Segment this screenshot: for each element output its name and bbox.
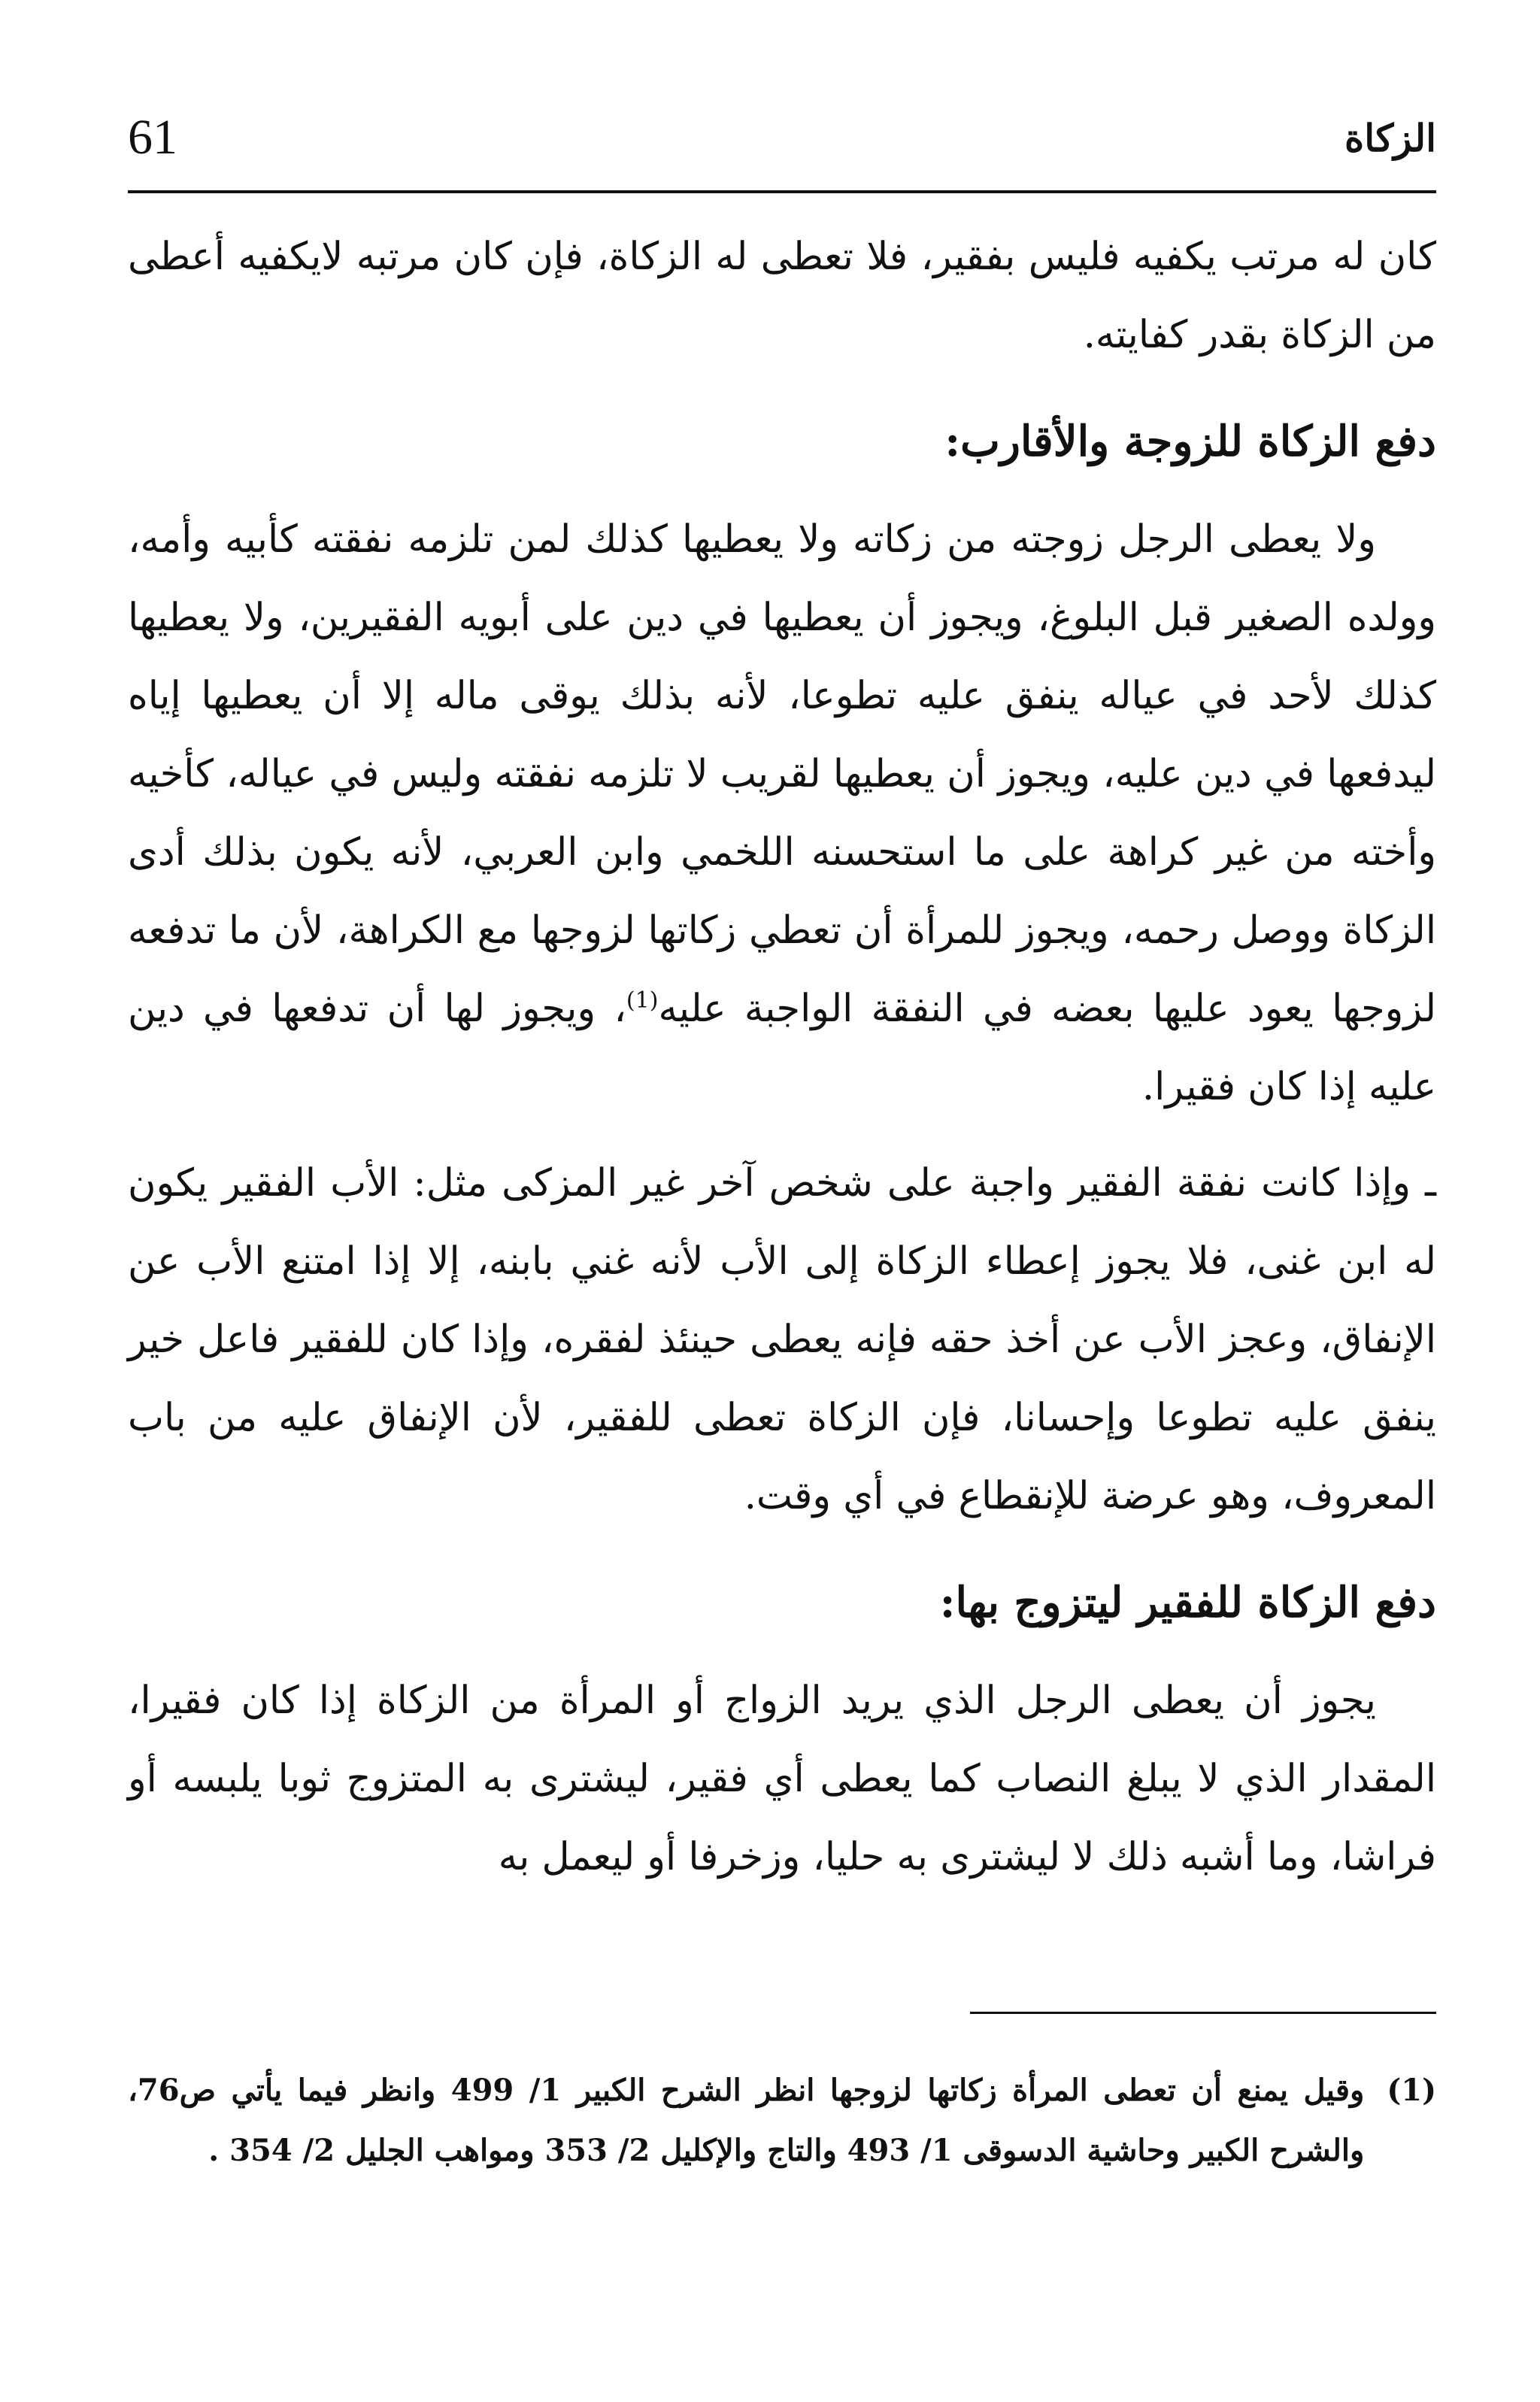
footnote-item: [128, 2061, 1436, 2181]
footnote-marker: (1): [1387, 2073, 1436, 2108]
header-rule: [128, 190, 1436, 193]
document-page: [128, 90, 1436, 2346]
paragraph-marriage: يجوز أن يعطى الرجل الذي يريد الزواج أو المرأة من الزكاة إذا كان فقيرا، المقدار الذي لا يبلغ النصاب كما يعطى أي فقير، ليشترى به المتزوج ثوبا يلبسه أو فراشا، وما أشبه ذلك لا ليشترى به حليا، وزخرفا أو ليعمل به: [128, 1679, 1436, 1879]
paragraph-intro: كان له مرتب يكفيه فليس بفقير، فلا تعطى له الزكاة، فإن كان مرتبه لايكفيه أعطى من الزكاة بقدر كفايته.: [128, 235, 1436, 357]
footnotes: [128, 2061, 1436, 2181]
footnote-reference[interactable]: (1): [626, 987, 659, 1014]
section-heading-spouse-relatives: دفع الزكاة للزوجة والأقارب:: [944, 417, 1436, 466]
paragraph-spouse-relatives-tail: ، ويجوز لها أن تدفعها في دين عليه إذا كان فقيرا.: [128, 987, 1436, 1109]
page-number: 61: [128, 110, 177, 165]
main-text: [128, 218, 1436, 1897]
chapter-title: الزكاة: [1344, 116, 1436, 160]
footnote-separator: [970, 2012, 1436, 2014]
footnote-text: وقيل يمنع أن تعطى المرأة زكاتها لزوجها انظر الشرح الكبير 1/ 499 وانظر فيما يأتي ص76، والشرح الكبير وحاشية الدسوقى 1/ 493 والتاج والإكليل 2/ 353 ومواهب الجليل 2/ 354 .: [128, 2073, 1365, 2168]
paragraph-spouse-relatives: [128, 501, 1436, 1127]
paragraph-poor-dependent: ـ وإذا كانت نفقة الفقير واجبة على شخص آخر غير المزكى مثل: الأب الفقير يكون له ابن غنى، فلا يجوز إعطاء الزكاة إلى الأب لأنه غني بابنه، إلا إذا امتنع الأب عن الإنفاق، وعجز الأب عن أخذ حقه فإنه يعطى حينئذ لفقره، وإذا كان للفقير فاعل خير ينفق عليه تطوعا وإحسانا، فإن الزكاة تعطى للفقير، لأن الإنفاق عليه من باب المعروف، وهو عرضة للإنقطاع في أي وقت.: [128, 1161, 1436, 1518]
paragraph-spouse-relatives-text: ولا يعطى الرجل زوجته من زكاته ولا يعطيها كذلك لمن تلزمه نفقته كأبيه وأمه، وولده الصغير قبل البلوغ، ويجوز أن يعطيها في دين على أبويه الفقيرين، ولا يعطيها كذلك لأحد في عياله ينفق عليه تطوعا، لأنه بذلك يوقى ماله إلا أن يعطيها إياه ليدفعها في دين عليه، ويجوز أن يعطيها لقريب لا تلزمه نفقته وليس في عياله، كأخيه وأخته من غير كراهة على ما استحسنه اللخمي وابن العربي، لأنه يكون بذلك أدى الزكاة ووصل رحمه، ويجوز للمرأة أن تعطي زكاتها لزوجها مع الكراهة، لأن ما تدفعه لزوجها يعود عليها بعضه في النفقة الواجبة عليه: [128, 517, 1436, 1031]
section-heading-marriage: دفع الزكاة للفقير ليتزوج بها:: [939, 1578, 1436, 1627]
running-header: [128, 105, 1436, 188]
